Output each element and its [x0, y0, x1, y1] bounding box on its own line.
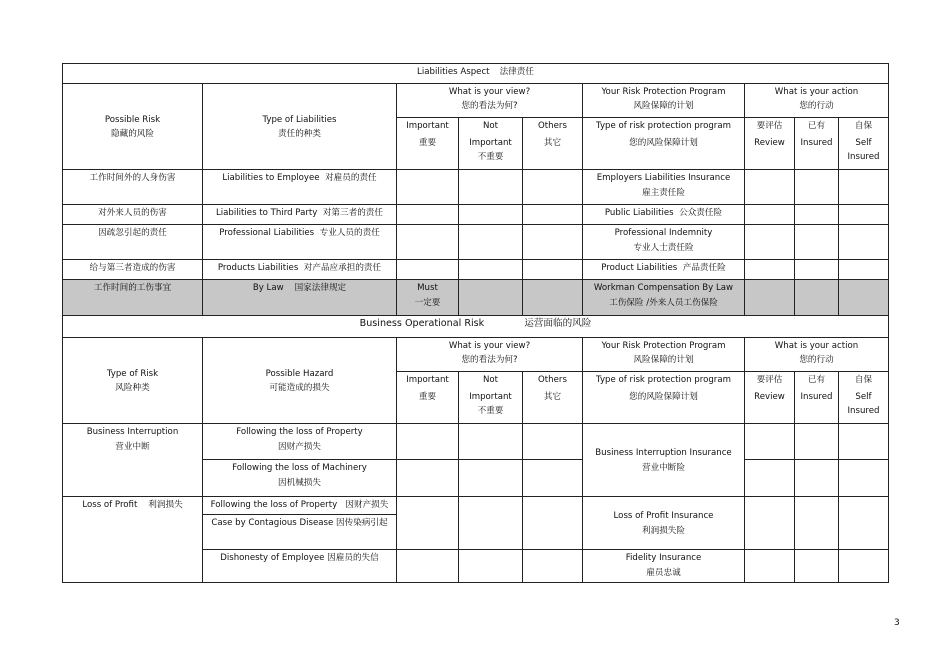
cell-insured[interactable]	[795, 205, 839, 225]
cell-not-important[interactable]	[459, 497, 523, 550]
header-important-cn: 重要	[418, 392, 437, 402]
must-label: Must	[417, 283, 438, 293]
row-risk: 给与第三者造成的伤害	[63, 260, 203, 280]
section2-title-cn: 运营面临的风险	[524, 318, 592, 329]
cell-self[interactable]	[839, 260, 889, 280]
cell-review[interactable]	[745, 260, 795, 280]
cell-self[interactable]	[839, 205, 889, 225]
cell-self[interactable]	[839, 424, 889, 460]
row-program: Fidelity Insurance	[625, 553, 702, 563]
table-row-highlight	[63, 280, 889, 316]
header-possible-hazard: Possible Hazard	[265, 368, 334, 379]
header-review: Review	[754, 392, 785, 402]
header-insured-cn: 已有	[807, 375, 826, 385]
row-risk: 因疏忽引起的责任	[63, 225, 203, 260]
header-action-cn: 您的行动	[799, 101, 834, 111]
header-others-cn: 其它	[543, 392, 562, 402]
row-program: Workman Compensation By Law	[593, 283, 734, 293]
row-program-cn: 营业中断险	[642, 462, 685, 473]
header-action: What is your action	[774, 87, 859, 97]
header-type-program-cn: 您的风险保障计划	[629, 138, 698, 148]
cell-review[interactable]	[745, 550, 795, 583]
cell-others[interactable]	[523, 260, 583, 280]
row-type: Professional Liabilities	[219, 228, 315, 238]
header-program-cn: 风险保障的计划	[633, 355, 694, 365]
cell-insured[interactable]	[795, 550, 839, 583]
header-program-cn: 风险保障的计划	[633, 101, 694, 111]
cell-important[interactable]	[397, 460, 459, 497]
header-type-liabilities-cn: 责任的种类	[278, 128, 321, 139]
row-hazard: Case by Contagious Disease	[211, 518, 334, 528]
header-type-program: Type of risk protection program	[596, 121, 731, 131]
page-number: 3	[894, 618, 900, 628]
row-risk: 工作时间的工伤事宜	[63, 280, 203, 316]
header-type-risk: Type of Risk	[106, 368, 159, 379]
cell-important[interactable]	[397, 260, 459, 280]
header-self-insured: Insured	[847, 406, 880, 416]
header-view-cn: 您的看法为何?	[461, 355, 518, 365]
cell-not-important[interactable]	[459, 225, 523, 260]
row-hazard-cn: 因机械损失	[278, 478, 321, 488]
header-others: Others	[538, 375, 567, 385]
cell-others[interactable]	[523, 205, 583, 225]
row-hazard-cn: 因雇员的失信	[327, 553, 379, 563]
cell-self[interactable]	[839, 280, 889, 316]
header-self-insured: Insured	[847, 152, 880, 162]
header-important: Important	[406, 121, 449, 131]
header-type-risk-cn: 风险种类	[115, 382, 150, 393]
row-risk: 对外来人员的伤害	[63, 205, 203, 225]
section1-header-row	[63, 84, 889, 118]
header-program: Your Risk Protection Program	[601, 87, 726, 97]
header-not-important: Important	[469, 138, 512, 148]
cell-important[interactable]	[397, 424, 459, 460]
row-hazard-cn: 因传染病引起	[336, 518, 388, 528]
header-others-cn: 其它	[543, 138, 562, 148]
row-hazard: Following the loss of Property	[210, 500, 338, 510]
header-not-important: Important	[469, 392, 512, 402]
header-review-cn: 要评估	[756, 375, 783, 385]
cell-self[interactable]	[839, 497, 889, 550]
table-row	[63, 225, 889, 260]
row-program: Loss of Profit Insurance	[613, 510, 714, 521]
header-self: Self	[855, 138, 872, 148]
cell-others[interactable]	[523, 280, 583, 316]
row-hazard: Following the loss of Machinery	[232, 463, 367, 473]
header-view: What is your view?	[448, 341, 531, 351]
cell-important[interactable]	[397, 170, 459, 205]
row-hazard: Following the loss of Property	[236, 427, 363, 437]
cell-insured[interactable]	[795, 170, 839, 205]
row-risk: 工作时间外的人身伤害	[63, 170, 203, 205]
row-program-cn: 工伤保险 /外来人员工伤保险	[609, 298, 718, 308]
section1-title: Liabilities Aspect	[417, 67, 490, 77]
table-row	[63, 260, 889, 280]
header-self-cn: 自保	[854, 121, 873, 131]
table-row	[63, 205, 889, 225]
cell-others[interactable]	[523, 170, 583, 205]
row-program: Product Liabilities	[601, 263, 678, 273]
row-risk-cn: 利润损失	[148, 500, 183, 510]
row-hazard: Dishonesty of Employee	[220, 553, 325, 563]
row-type: Liabilities to Employee	[222, 173, 320, 183]
header-type-program: Type of risk protection program	[596, 375, 731, 385]
header-others: Others	[538, 121, 567, 131]
row-risk-cn: 营业中断	[115, 442, 150, 452]
table-row	[63, 170, 889, 205]
cell-insured[interactable]	[795, 225, 839, 260]
table-row	[63, 497, 889, 515]
row-program-cn: 雇员忠诚	[646, 568, 681, 578]
cell-review[interactable]	[745, 170, 795, 205]
cell-self[interactable]	[839, 225, 889, 260]
header-important-cn: 重要	[418, 138, 437, 148]
cell-review[interactable]	[745, 280, 795, 316]
header-possible-hazard-cn: 可能造成的损失	[269, 382, 330, 393]
cell-self[interactable]	[839, 170, 889, 205]
cell-others[interactable]	[523, 424, 583, 460]
header-not-important-cn: 不重要	[477, 152, 504, 162]
row-program-cn: 公众责任险	[679, 208, 723, 218]
cell-insured[interactable]	[795, 260, 839, 280]
row-type-cn: 对产品应承担的责任	[303, 263, 382, 273]
cell-insured[interactable]	[795, 424, 839, 460]
header-action: What is your action	[774, 341, 859, 351]
row-program: Professional Indemnity	[614, 228, 713, 238]
row-program-cn: 雇主责任险	[642, 188, 685, 198]
header-possible-risk-cn: 隐藏的风险	[111, 128, 154, 139]
row-risk: Business Interruption	[86, 427, 179, 437]
cell-insured[interactable]	[795, 460, 839, 497]
header-self-cn: 自保	[854, 375, 873, 385]
cell-not-important[interactable]	[459, 260, 523, 280]
header-insured: Insured	[800, 392, 833, 402]
row-program: Public Liabilities	[604, 208, 674, 218]
section2-title-row	[63, 316, 889, 338]
row-type: By Law	[252, 283, 284, 293]
header-insured-cn: 已有	[807, 121, 826, 131]
header-not: Not	[482, 121, 499, 131]
row-program-cn: 利润损失险	[642, 525, 685, 536]
cell-not-important[interactable]	[459, 170, 523, 205]
header-type-liabilities: Type of Liabilities	[262, 114, 337, 125]
cell-not-important[interactable]	[459, 280, 523, 316]
row-type-cn: 国家法律规定	[294, 283, 347, 293]
cell-review[interactable]	[745, 497, 795, 550]
row-program: Employers Liabilities Insurance	[596, 173, 731, 183]
table-row	[63, 424, 889, 460]
cell-insured[interactable]	[795, 280, 839, 316]
header-not: Not	[482, 375, 499, 385]
cell-review[interactable]	[745, 424, 795, 460]
cell-insured[interactable]	[795, 497, 839, 550]
must-label-cn: 一定要	[414, 298, 441, 308]
header-view-cn: 您的看法为何?	[461, 101, 518, 111]
header-program: Your Risk Protection Program	[601, 341, 726, 351]
header-review: Review	[754, 138, 785, 148]
row-program: Business Interruption Insurance	[595, 447, 732, 458]
cell-others[interactable]	[523, 225, 583, 260]
header-self: Self	[855, 392, 872, 402]
row-program-cn: 产品责任险	[682, 263, 726, 273]
row-type-cn: 对第三者的责任	[322, 208, 383, 218]
cell-others[interactable]	[523, 550, 583, 583]
cell-not-important[interactable]	[459, 424, 523, 460]
header-action-cn: 您的行动	[799, 355, 834, 365]
section1-title-row	[63, 64, 889, 84]
row-hazard-cn: 因财产损失	[345, 500, 389, 510]
section2-title: Business Operational Risk	[359, 318, 485, 329]
cell-not-important[interactable]	[459, 460, 523, 497]
row-hazard-cn: 因财产损失	[278, 442, 321, 452]
row-type: Liabilities to Third Party	[215, 208, 318, 218]
header-not-important-cn: 不重要	[477, 406, 504, 416]
row-program-cn: 专业人士责任险	[633, 243, 694, 253]
row-type-cn: 专业人员的责任	[319, 228, 380, 238]
cell-others[interactable]	[523, 460, 583, 497]
cell-review[interactable]	[745, 205, 795, 225]
cell-not-important[interactable]	[459, 205, 523, 225]
risk-table	[62, 63, 889, 583]
cell-review[interactable]	[745, 460, 795, 497]
cell-review[interactable]	[745, 225, 795, 260]
header-possible-risk: Possible Risk	[104, 114, 161, 125]
section2-header-row	[63, 338, 889, 372]
header-insured: Insured	[800, 138, 833, 148]
cell-self[interactable]	[839, 550, 889, 583]
row-risk: Loss of Profit	[82, 500, 138, 510]
section1-title-cn: 法律责任	[499, 67, 534, 77]
header-review-cn: 要评估	[756, 121, 783, 131]
header-important: Important	[406, 375, 449, 385]
row-type: Products Liabilities	[217, 263, 299, 273]
cell-not-important[interactable]	[459, 550, 523, 583]
header-type-program-cn: 您的风险保障计划	[629, 392, 698, 402]
cell-others[interactable]	[523, 497, 583, 550]
row-type-cn: 对雇员的责任	[325, 173, 377, 183]
cell-important[interactable]	[397, 225, 459, 260]
cell-self[interactable]	[839, 460, 889, 497]
cell-important[interactable]	[397, 205, 459, 225]
cell-important[interactable]	[397, 497, 459, 550]
header-view: What is your view?	[448, 87, 531, 97]
cell-important[interactable]	[397, 550, 459, 583]
